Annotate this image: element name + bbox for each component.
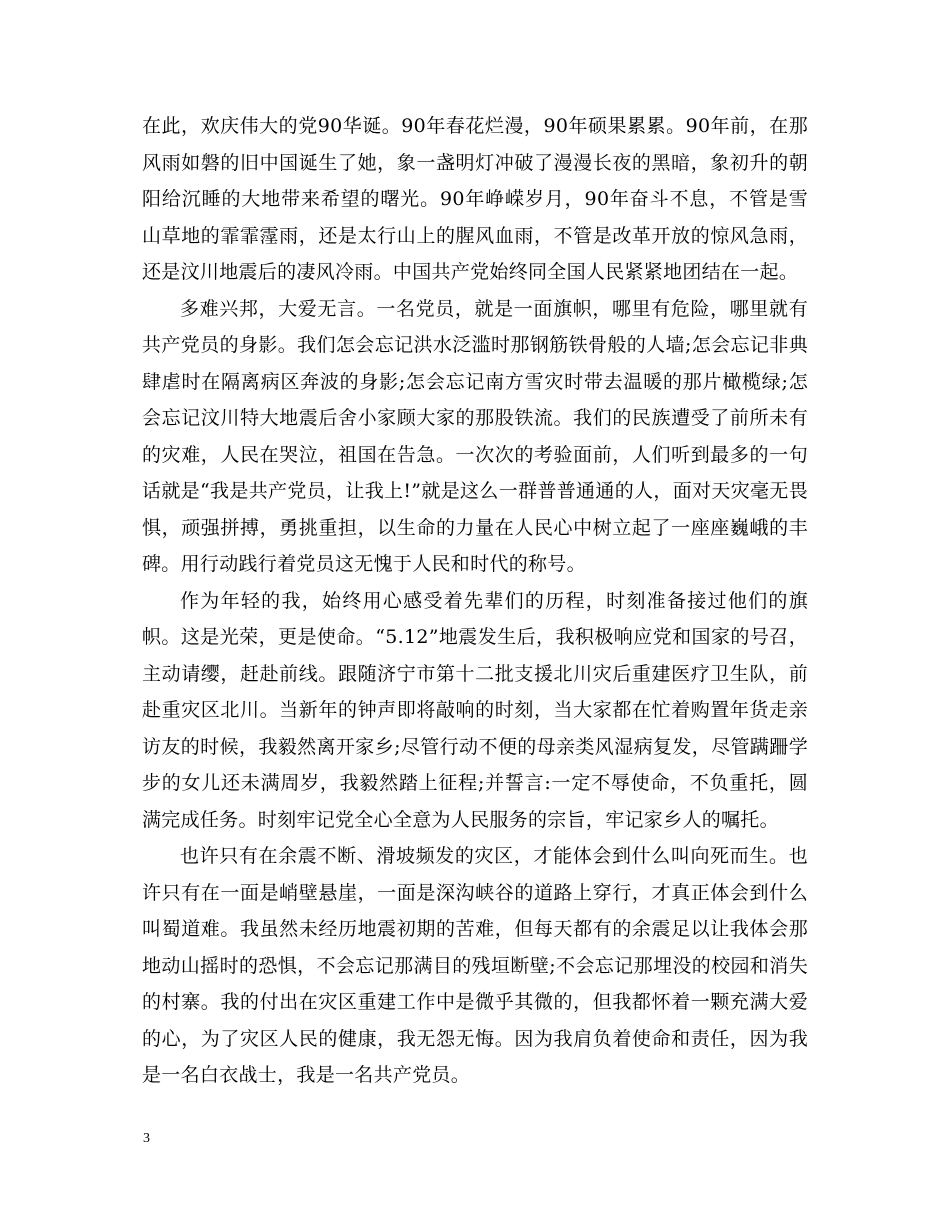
page-number: 3 (143, 1131, 150, 1146)
paragraph-4: 也许只有在余震不断、滑坡频发的灾区，才能体会到什么叫向死而生。也许只有在一面是峭壁悬崖，一面是深沟峡谷的道路上穿行，才真正体会到什么叫蜀道难。我虽然未经历地震初期的苦难，但每天都有的余震足以让我体会那地动山摇时的恐惧，不会忘记那满目的残垣断壁;不会忘记那埋没的校园和消失的村寨。我的付出在灾区重建工作中是微乎其微的，但我都怀着一颗充满大爱的心，为了灾区人民的健康，我无怨无悔。因为我肩负着使命和责任，因为我是一名白衣战士，我是一名共产党员。 (142, 845, 808, 1086)
paragraph-3: 作为年轻的我，始终用心感受着先辈们的历程，时刻准备接过他们的旗帜。这是光荣，更是使命。“5.12”地震发生后，我积极响应党和国家的号召，主动请缨，赶赴前线。跟随济宁市第十二批支援北川灾后重建医疗卫生队，前赴重灾区北川。当新年的钟声即将敲响的时刻，当大家都在忙着购置年货走亲访友的时候，我毅然离开家乡;尽管行动不便的母亲类风湿病复发，尽管蹒跚学步的女儿还未满周岁，我毅然踏上征程;并誓言:一定不辱使命，不负重托，圆满完成任务。时刻牢记党全心全意为人民服务的宗旨，牢记家乡人的嘱托。 (142, 589, 808, 831)
paragraph-1: 在此，欢庆伟大的党90华诞。90年春花烂漫，90年硕果累累。90年前，在那风雨如磐的旧中国诞生了她，象一盏明灯冲破了漫漫长夜的黑暗，象初升的朝阳给沉睡的大地带来希望的曙光。90年峥嵘岁月，90年奋斗不息，不管是雪山草地的霏霏霪雨，还是太行山上的腥风血雨，不管是改革开放的惊风急雨，还是汶川地震后的凄风冷雨。中国共产党始终同全国人民紧紧地团结在一起。 (142, 115, 808, 283)
document-body (142, 108, 808, 1094)
paragraph-2: 多难兴邦，大爱无言。一名党员，就是一面旗帜，哪里有危险，哪里就有共产党员的身影。我们怎会忘记洪水泛滥时那钢筋铁骨般的人墙;怎会忘记非典肆虐时在隔离病区奔波的身影;怎会忘记南方雪灾时带去温暖的那片橄榄绿;怎会忘记汶川特大地震后舍小家顾大家的那股铁流。我们的民族遭受了前所未有的灾难，人民在哭泣，祖国在告急。一次次的考验面前，人们听到最多的一句话就是“我是共产党员，让我上!”就是这么一群普普通通的人，面对天灾毫无畏惧，顽强拼搏，勇挑重担，以生命的力量在人民心中树立起了一座座巍峨的丰碑。用行动践行着党员这无愧于人民和时代的称号。 (142, 297, 808, 575)
